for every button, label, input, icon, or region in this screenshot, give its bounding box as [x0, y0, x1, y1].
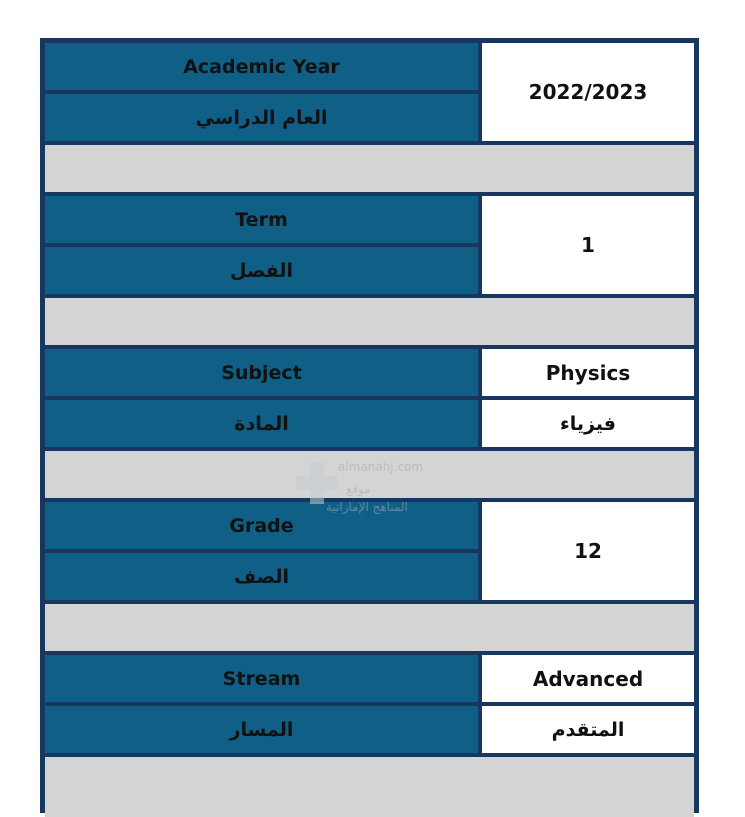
- subject-value-ar: فيزياء: [482, 400, 694, 447]
- subject-value-en: Physics: [482, 349, 694, 396]
- spacer-row: [45, 298, 694, 345]
- academic-year-label-en: Academic Year: [45, 43, 478, 90]
- subject-label-ar: المادة: [45, 400, 478, 447]
- info-table: [40, 38, 699, 813]
- grade-label-en: Grade: [45, 502, 478, 549]
- spacer-row: [45, 757, 694, 817]
- academic-year-value: 2022/2023: [482, 43, 694, 141]
- term-value: 1: [482, 196, 694, 294]
- grade-value: 12: [482, 502, 694, 600]
- grade-label-ar: الصف: [45, 553, 478, 600]
- spacer-row: [45, 604, 694, 651]
- watermark-line2: المناهج الإماراتية: [326, 500, 408, 514]
- spacer-row: [45, 451, 694, 498]
- academic-year-label-ar: العام الدراسي: [45, 94, 478, 141]
- term-label-en: Term: [45, 196, 478, 243]
- stream-label-ar: المسار: [45, 706, 478, 753]
- term-label-ar: الفصل: [45, 247, 478, 294]
- stream-value-ar: المتقدم: [482, 706, 694, 753]
- watermark-site: almanahj.com: [338, 460, 424, 474]
- watermark-line1: موقع: [346, 482, 371, 496]
- stream-label-en: Stream: [45, 655, 478, 702]
- spacer-row: [45, 145, 694, 192]
- stream-value-en: Advanced: [482, 655, 694, 702]
- subject-label-en: Subject: [45, 349, 478, 396]
